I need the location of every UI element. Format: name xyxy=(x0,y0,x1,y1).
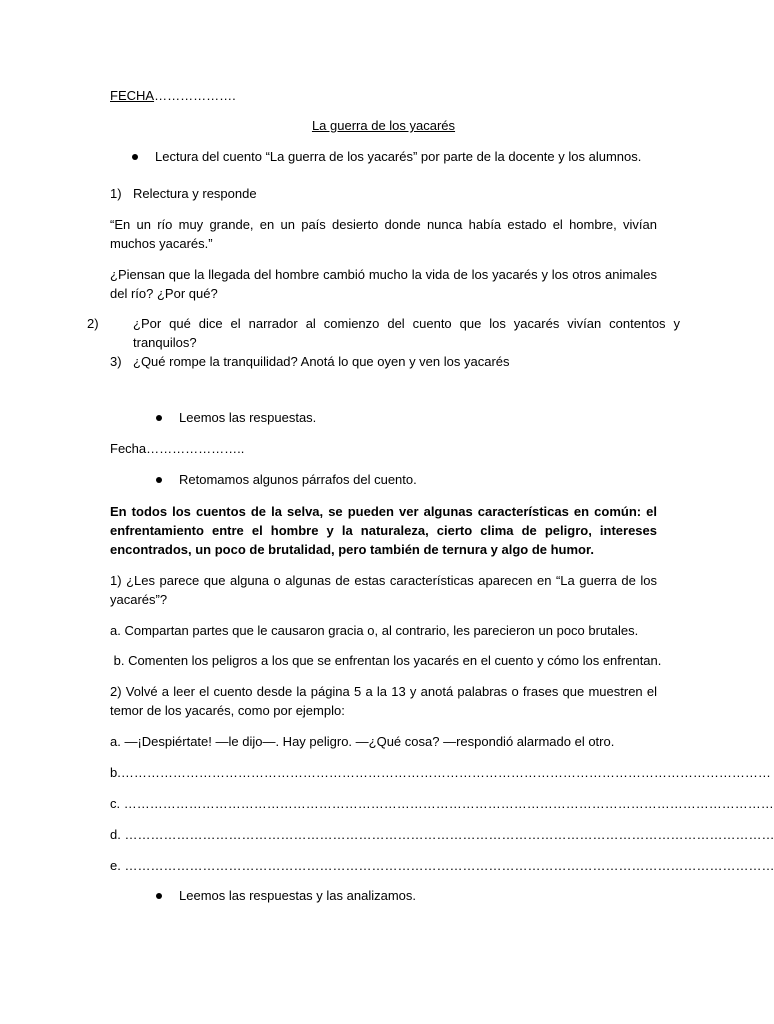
item-text: Relectura y responde xyxy=(133,186,257,201)
bold-paragraph: En todos los cuentos de la selva, se pueden ver algunas características en común: el enfrentamiento entre el hombre y la naturaleza, cierto clima de peligro, intereses encontrados, un poco de brutalidad, pero también de ternura y algo de humor. xyxy=(110,504,657,557)
answer-line-e: e. …………………………………………………………………………………………………………………………………… xyxy=(110,858,774,873)
date-dots: ………………. xyxy=(154,88,236,103)
answer-line-d: d. …………………………………………………………………………………………………………………………………… xyxy=(110,827,774,842)
bullet-analyze xyxy=(156,886,657,905)
bullet-paragraphs xyxy=(156,470,657,489)
question-paragraph: ¿Piensan que la llegada del hombre cambió mucho la vida de los yacarés y los otros animales del río? ¿Por qué? xyxy=(110,267,657,301)
date-label: FECHA xyxy=(110,88,155,103)
bullet-answers xyxy=(156,408,657,427)
bullet-text: Leemos las respuestas. xyxy=(179,410,317,425)
bullet-text: Lectura del cuento “La guerra de los yacarés” por parte de la docente y los alumnos. xyxy=(155,149,642,164)
numbered-item-3 xyxy=(110,352,657,371)
quote-paragraph: “En un río muy grande, en un país desierto donde nunca había estado el hombre, vivían muchos yacarés.” xyxy=(110,217,657,251)
bullet-text: Retomamos algunos párrafos del cuento. xyxy=(179,472,417,487)
numbered-item-1 xyxy=(110,184,657,203)
bullet-reading xyxy=(132,147,657,166)
item-text: ¿Qué rompe la tranquilidad? Anotá lo que oyen y ven los yacarés xyxy=(133,354,510,369)
item-text: ¿Por qué dice el narrador al comienzo del cuento que los yacarés vivían contentos y tranquilos? xyxy=(133,316,680,350)
item-number: 3) xyxy=(110,354,122,369)
example-a: a. —¡Despiértate! —le dijo—. Hay peligro. —¿Qué cosa? —respondió alarmado el otro. xyxy=(110,734,615,749)
document-title: La guerra de los yacarés xyxy=(311,118,456,133)
bullet-text: Leemos las respuestas y las analizamos. xyxy=(179,888,417,903)
date-line-2: Fecha………………….. xyxy=(110,441,245,456)
numbered-item-2 xyxy=(87,314,680,352)
bullet-icon xyxy=(156,893,162,899)
item-number: 2) xyxy=(87,316,99,331)
date-line xyxy=(110,86,657,105)
question-1b: b. Comenten los peligros a los que se enfrentan los yacarés en el cuento y cómo los enfrentan. xyxy=(110,653,662,668)
answer-line-c: c. …………………………………………………………………………………………………………………………………… xyxy=(110,796,774,811)
answer-line-b: b.…………………………………………………………………………………………………………………………………… xyxy=(110,765,771,780)
question-1a: a. Compartan partes que le causaron gracia o, al contrario, les parecieron un poco brutales. xyxy=(110,623,639,638)
question-1: 1) ¿Les parece que alguna o algunas de estas características aparecen en “La guerra de los yacarés”? xyxy=(110,573,657,607)
bullet-icon xyxy=(156,415,162,421)
question-2: 2) Volvé a leer el cuento desde la página 5 a la 13 y anotá palabras o frases que muestren el temor de los yacarés, como por ejemplo: xyxy=(110,684,657,718)
bullet-icon xyxy=(156,477,162,483)
item-number: 1) xyxy=(110,186,122,201)
bullet-icon xyxy=(132,154,138,160)
